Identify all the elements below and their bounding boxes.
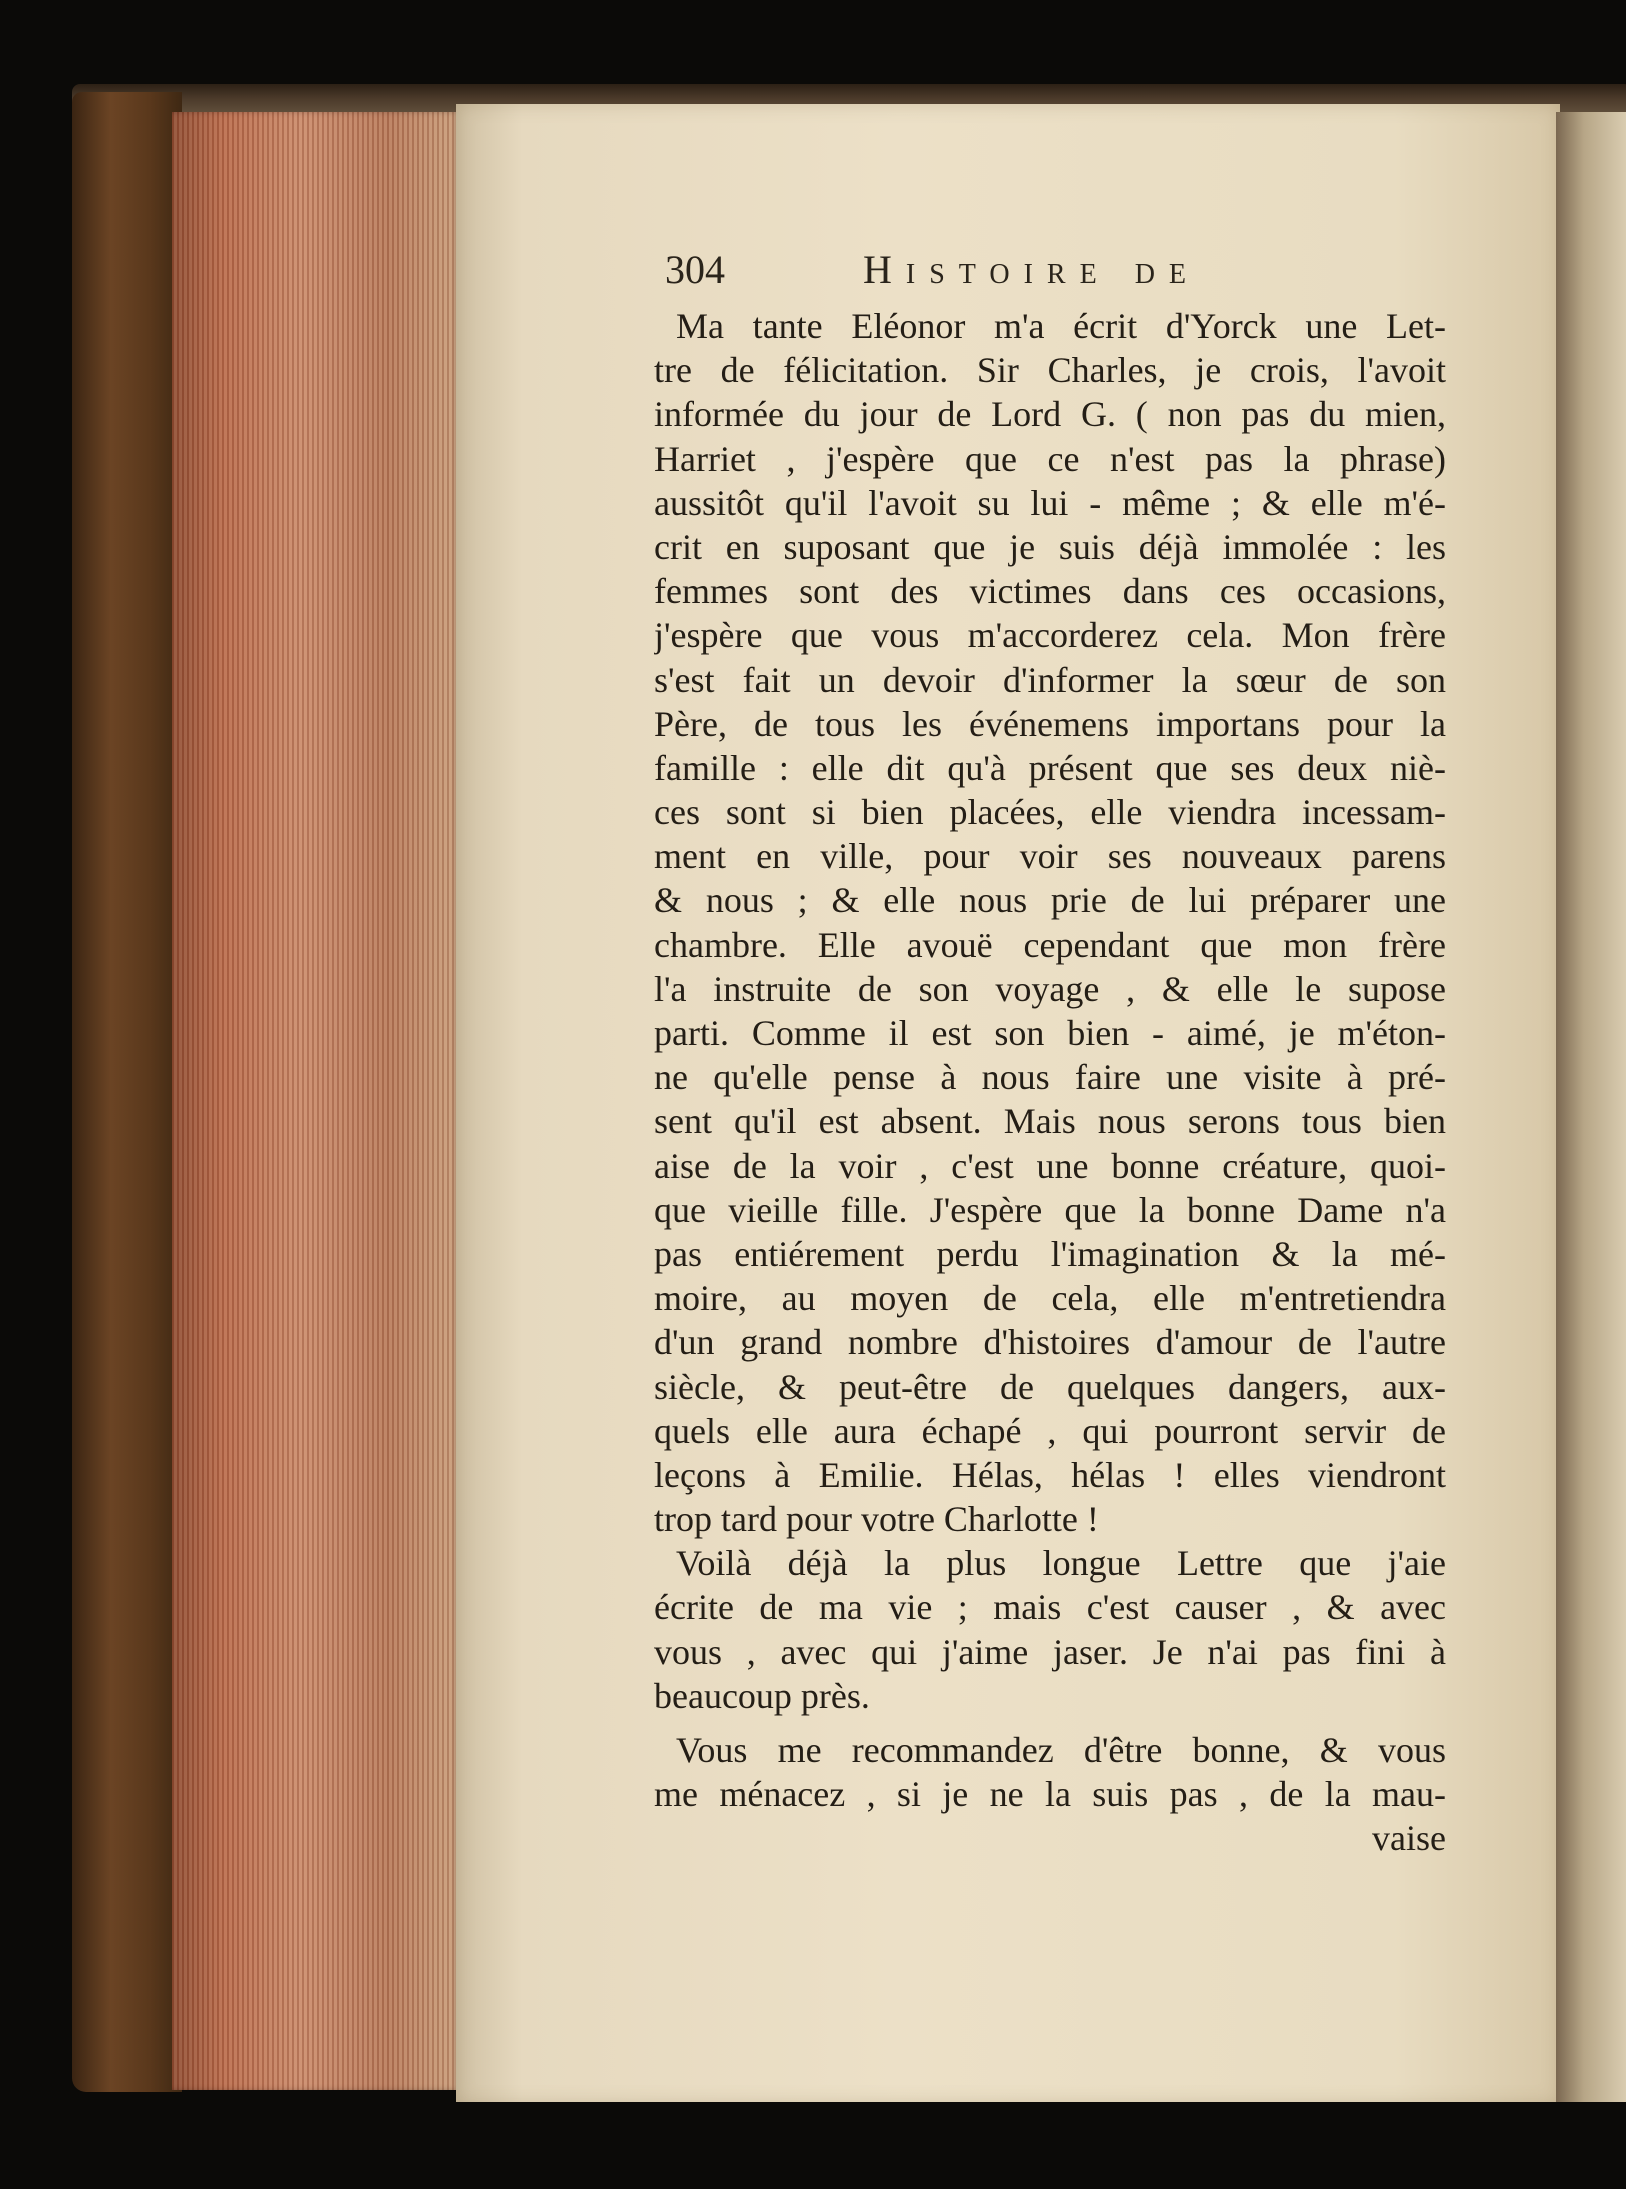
text-line: sent qu'il est absent. Mais nous serons tous bien bbox=[654, 1101, 1446, 1142]
text-line: leçons à Emilie. Hélas, hélas ! elles viendront bbox=[654, 1454, 1446, 1495]
text-line: crit en suposant que je suis déjà immolée : les bbox=[654, 526, 1446, 567]
text-line: trop tard pour votre Charlotte ! bbox=[654, 1499, 1099, 1540]
text-line: tre de félicitation. Sir Charles, je crois, l'avoit bbox=[654, 350, 1446, 391]
page-fore-edges bbox=[172, 112, 460, 2090]
text-line: chambre. Elle avouë cependant que mon frère bbox=[654, 924, 1446, 965]
text-line: informée du jour de Lord G. ( non pas du mien, bbox=[654, 394, 1446, 435]
text-line: Ma tante Eléonor m'a écrit d'Yorck une Let- bbox=[676, 306, 1446, 346]
scan-background bbox=[0, 2102, 1626, 2189]
text-line: Père, de tous les événemens importans pour la bbox=[654, 703, 1446, 744]
book-cover-spine-edge bbox=[72, 92, 182, 2092]
page-header bbox=[665, 244, 1565, 304]
running-head: Histoire de bbox=[863, 247, 1201, 292]
facing-page-gutter bbox=[1556, 112, 1626, 2102]
text-line: vous , avec qui j'aime jaser. Je n'ai pas fini à bbox=[654, 1631, 1446, 1672]
text-line: aussitôt qu'il l'avoit su lui - même ; & elle m'é- bbox=[654, 482, 1446, 523]
text-line: écrite de ma vie ; mais c'est causer , & avec bbox=[654, 1587, 1446, 1628]
text-line: parti. Comme il est son bien - aimé, je m'éton- bbox=[654, 1013, 1446, 1053]
text-line: l'a instruite de son voyage , & elle le supose bbox=[654, 968, 1446, 1009]
text-line: Harriet , j'espère que ce n'est pas la phrase) bbox=[654, 438, 1446, 479]
paragraph-gap bbox=[654, 1718, 1446, 1728]
page-number: 304 bbox=[665, 247, 725, 292]
text-line: aise de la voir , c'est une bonne créature, quoi- bbox=[654, 1145, 1446, 1186]
text-line: ces sont si bien placées, elle viendra incessam- bbox=[654, 792, 1446, 833]
text-line: me ménacez , si je ne la suis pas , de la mau- bbox=[654, 1774, 1446, 1815]
text-line: beaucoup près. bbox=[654, 1675, 870, 1716]
text-line: femmes sont des victimes dans ces occasions, bbox=[654, 571, 1446, 612]
body-text bbox=[654, 304, 1446, 1861]
text-line: quels elle aura échapé , qui pourront servir de bbox=[654, 1410, 1446, 1451]
text-line: moire, au moyen de cela, elle m'entretiendra bbox=[654, 1278, 1446, 1319]
text-line: siècle, & peut-être de quelques dangers, aux- bbox=[654, 1366, 1446, 1407]
text-line: Vous me recommandez d'être bonne, & vous bbox=[676, 1730, 1446, 1770]
text-line: ne qu'elle pense à nous faire une visite à pré- bbox=[654, 1057, 1446, 1098]
text-line: j'espère que vous m'accorderez cela. Mon frère bbox=[654, 615, 1446, 656]
text-line: & nous ; & elle nous prie de lui préparer une bbox=[654, 880, 1446, 921]
text-line: d'un grand nombre d'histoires d'amour de l'autre bbox=[654, 1322, 1446, 1363]
text-line: que vieille fille. J'espère que la bonne Dame n'a bbox=[654, 1189, 1446, 1230]
text-line: famille : elle dit qu'à présent que ses deux niè- bbox=[654, 747, 1446, 788]
catchword: vaise bbox=[1372, 1818, 1446, 1859]
text-line: ment en ville, pour voir ses nouveaux parens bbox=[654, 836, 1446, 877]
text-line: s'est fait un devoir d'informer la sœur de son bbox=[654, 659, 1446, 700]
text-line: pas entiérement perdu l'imagination & la mé- bbox=[654, 1233, 1446, 1274]
text-line: Voilà déjà la plus longue Lettre que j'aie bbox=[676, 1543, 1446, 1584]
